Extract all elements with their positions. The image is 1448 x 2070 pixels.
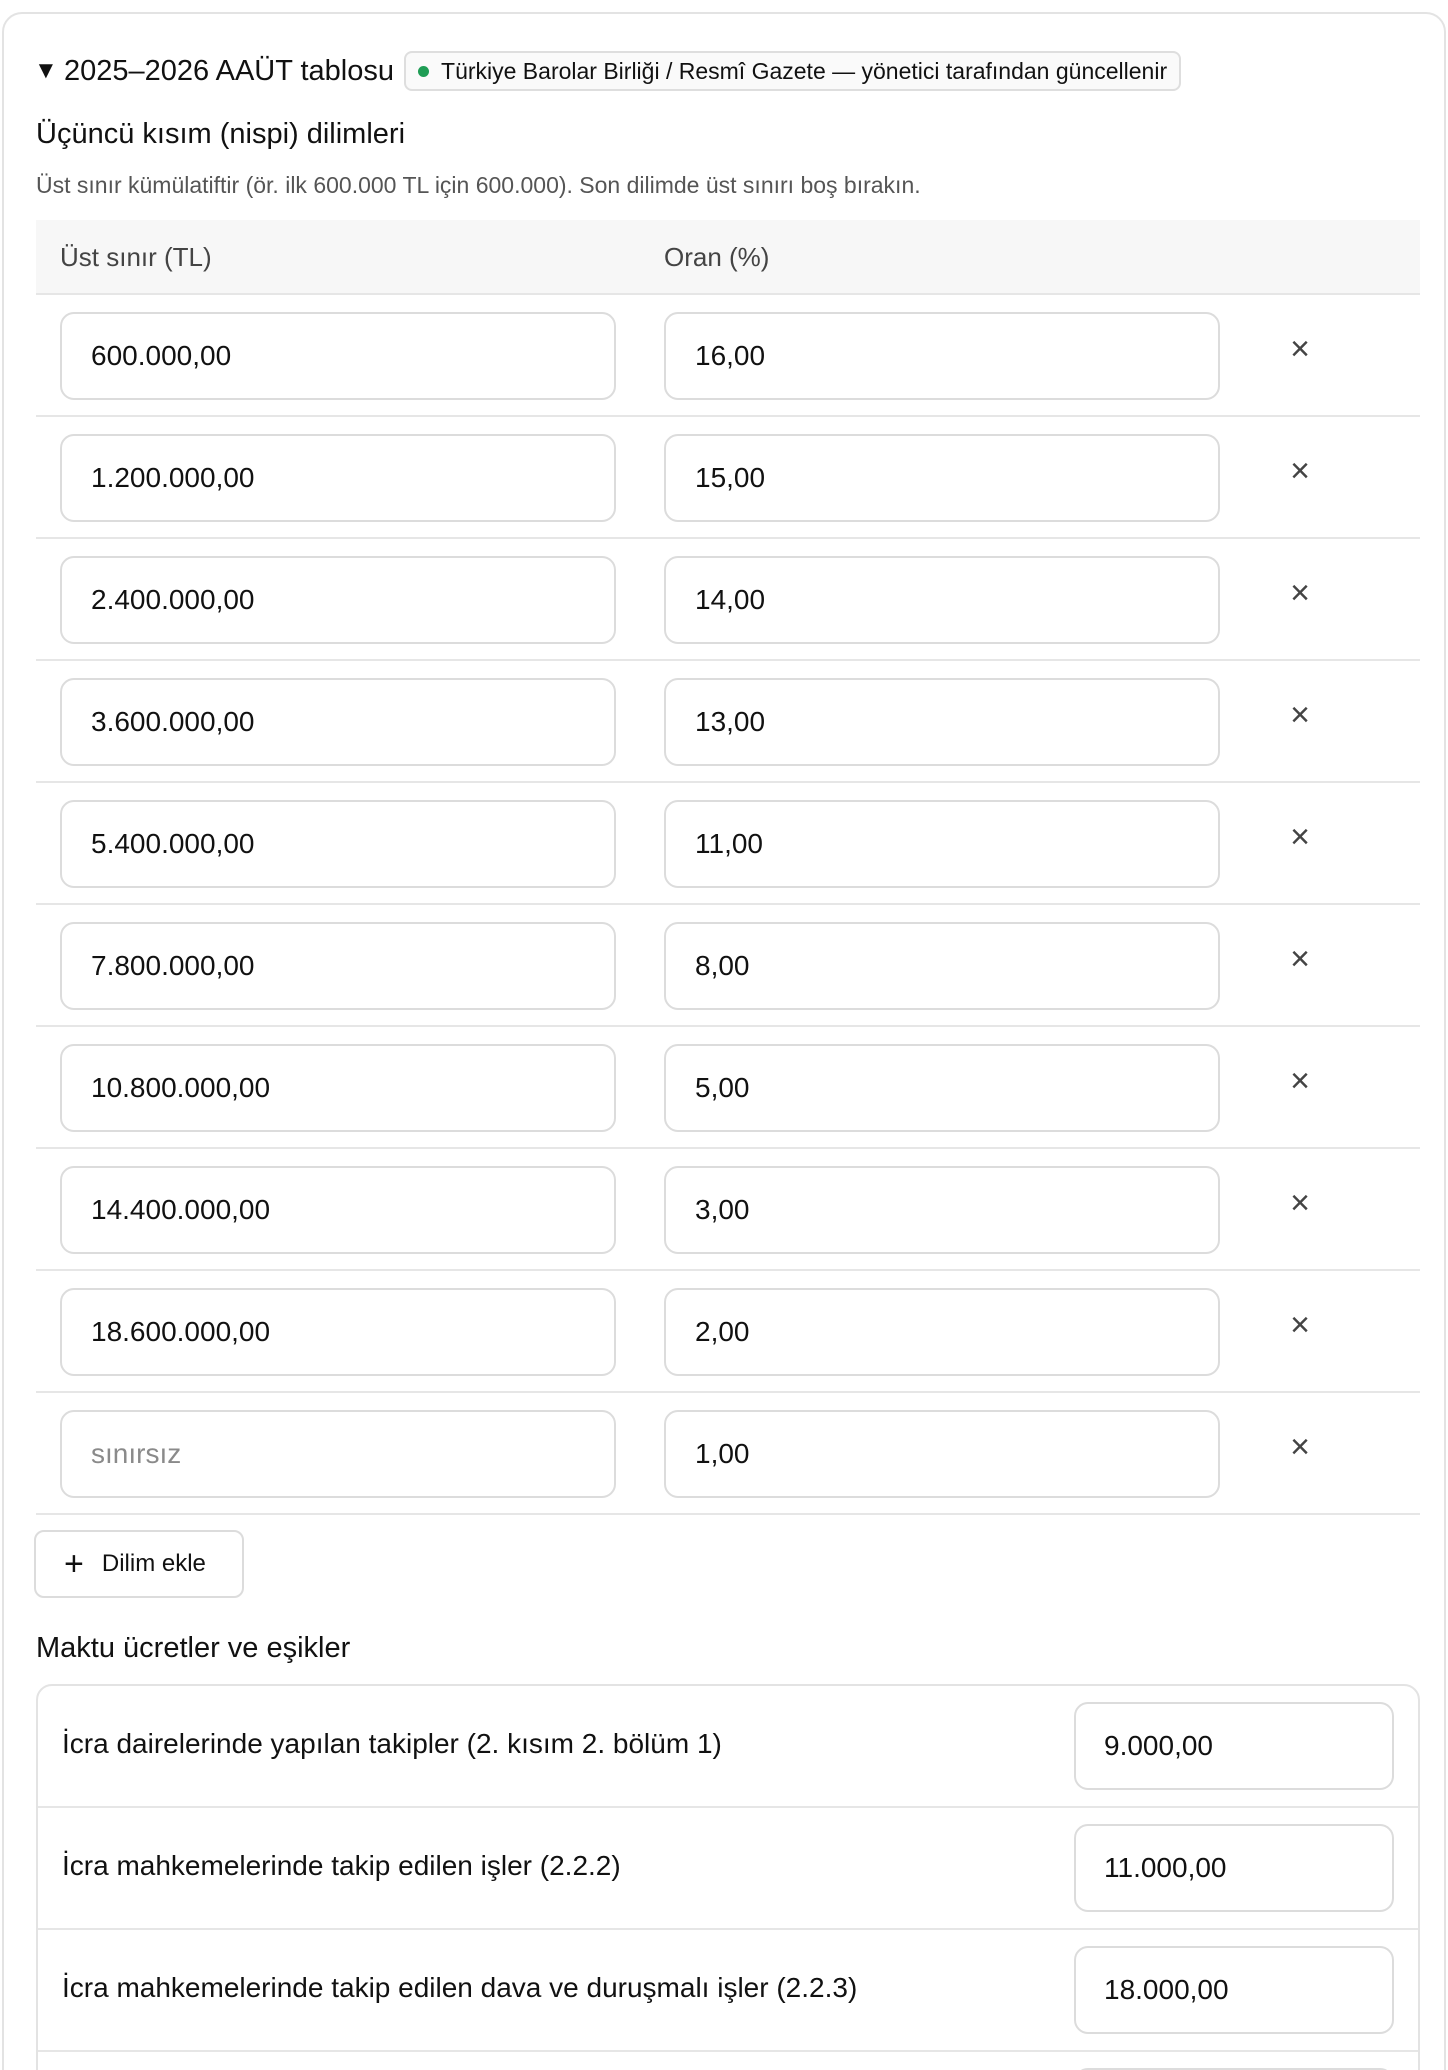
tier-rate-input[interactable]: 2,00 xyxy=(664,1288,1220,1376)
tier-row xyxy=(36,1149,1420,1271)
tier-row xyxy=(36,417,1420,539)
close-icon[interactable]: × xyxy=(1290,939,1310,978)
tier-row xyxy=(36,1027,1420,1149)
close-icon[interactable]: × xyxy=(1290,1305,1310,1344)
fixed-fee-input[interactable]: 9.000,00 xyxy=(1074,1702,1394,1790)
tier-row xyxy=(36,661,1420,783)
tier-row xyxy=(36,1271,1420,1393)
add-tier-label: Dilim ekle xyxy=(101,1550,206,1577)
tier-rate-input[interactable]: 3,00 xyxy=(664,1166,1220,1254)
source-badge-label: Türkiye Barolar Birliği / Resmî Gazete — yönetici tarafından güncellenir xyxy=(441,57,1168,84)
tier-limit-input[interactable]: sınırsız xyxy=(60,1410,616,1498)
tiers-section-title: Üçüncü kısım (nispi) dilimleri xyxy=(36,118,406,150)
tier-rate-input[interactable]: 5,00 xyxy=(664,1044,1220,1132)
tier-limit-input[interactable]: 3.600.000,00 xyxy=(60,678,616,766)
tier-row xyxy=(36,295,1420,417)
add-tier-button[interactable] xyxy=(34,1530,244,1598)
close-icon[interactable]: × xyxy=(1290,1427,1310,1466)
tier-limit-input[interactable]: 7.800.000,00 xyxy=(60,922,616,1010)
tier-limit-input[interactable]: 1.200.000,00 xyxy=(60,434,616,522)
close-icon[interactable]: × xyxy=(1290,817,1310,856)
tier-rate-input[interactable]: 14,00 xyxy=(664,556,1220,644)
column-header-limit: Üst sınır (TL) xyxy=(60,242,212,272)
close-icon[interactable]: × xyxy=(1290,329,1310,368)
fixed-fee-input[interactable]: 11.000,00 xyxy=(1074,1824,1394,1912)
tariff-card xyxy=(2,12,1446,2070)
fixed-fees-list xyxy=(36,1684,1420,2070)
fixed-fee-label: İcra mahkemelerinde takip edilen işler (2.2.2) xyxy=(62,1850,621,1881)
tier-row xyxy=(36,539,1420,661)
fixed-fee-label: İcra mahkemelerinde takip edilen dava ve duruşmalı işler (2.2.3) xyxy=(62,1972,858,2003)
column-header-rate: Oran (%) xyxy=(664,242,770,272)
fixed-fee-input[interactable]: 18.000,00 xyxy=(1074,1946,1394,2034)
fixed-fee-label: İcra dairelerinde yapılan takipler (2. kısım 2. bölüm 1) xyxy=(62,1728,722,1759)
tier-rate-input[interactable]: 15,00 xyxy=(664,434,1220,522)
tier-limit-input[interactable]: 10.800.000,00 xyxy=(60,1044,616,1132)
fixed-fee-row xyxy=(38,2052,1418,2070)
fixed-fee-row xyxy=(38,1686,1418,1808)
tariff-title: 2025–2026 AAÜT tablosu xyxy=(64,54,395,87)
close-icon[interactable]: × xyxy=(1290,1061,1310,1100)
tier-limit-input[interactable]: 5.400.000,00 xyxy=(60,800,616,888)
tiers-table-header xyxy=(36,220,1420,295)
tier-limit-input[interactable]: 600.000,00 xyxy=(60,312,616,400)
tier-rate-input[interactable]: 1,00 xyxy=(664,1410,1220,1498)
fixed-fee-row xyxy=(38,1930,1418,2052)
tier-rate-input[interactable]: 11,00 xyxy=(664,800,1220,888)
source-badge xyxy=(404,51,1181,91)
plus-icon: + xyxy=(64,1545,84,1583)
tier-rate-input[interactable]: 8,00 xyxy=(664,922,1220,1010)
tier-limit-input[interactable]: 2.400.000,00 xyxy=(60,556,616,644)
close-icon[interactable]: × xyxy=(1290,573,1310,612)
disclosure-triangle-icon: ▼ xyxy=(34,57,58,84)
tier-row xyxy=(36,1393,1420,1515)
tariff-summary-toggle[interactable] xyxy=(34,50,1181,92)
close-icon[interactable]: × xyxy=(1290,1183,1310,1222)
tiers-hint: Üst sınır kümülatiftir (ör. ilk 600.000 TL için 600.000). Son dilimde üst sınırı boş bırakın. xyxy=(36,172,921,198)
tier-row xyxy=(36,905,1420,1027)
tier-row xyxy=(36,783,1420,905)
close-icon[interactable]: × xyxy=(1290,451,1310,490)
fixed-fees-section-title: Maktu ücretler ve eşikler xyxy=(36,1632,351,1664)
fixed-fee-row xyxy=(38,1808,1418,1930)
tier-rate-input[interactable]: 16,00 xyxy=(664,312,1220,400)
close-icon[interactable]: × xyxy=(1290,695,1310,734)
tier-limit-input[interactable]: 18.600.000,00 xyxy=(60,1288,616,1376)
status-dot-icon xyxy=(418,66,429,77)
tier-limit-input[interactable]: 14.400.000,00 xyxy=(60,1166,616,1254)
tier-rate-input[interactable]: 13,00 xyxy=(664,678,1220,766)
